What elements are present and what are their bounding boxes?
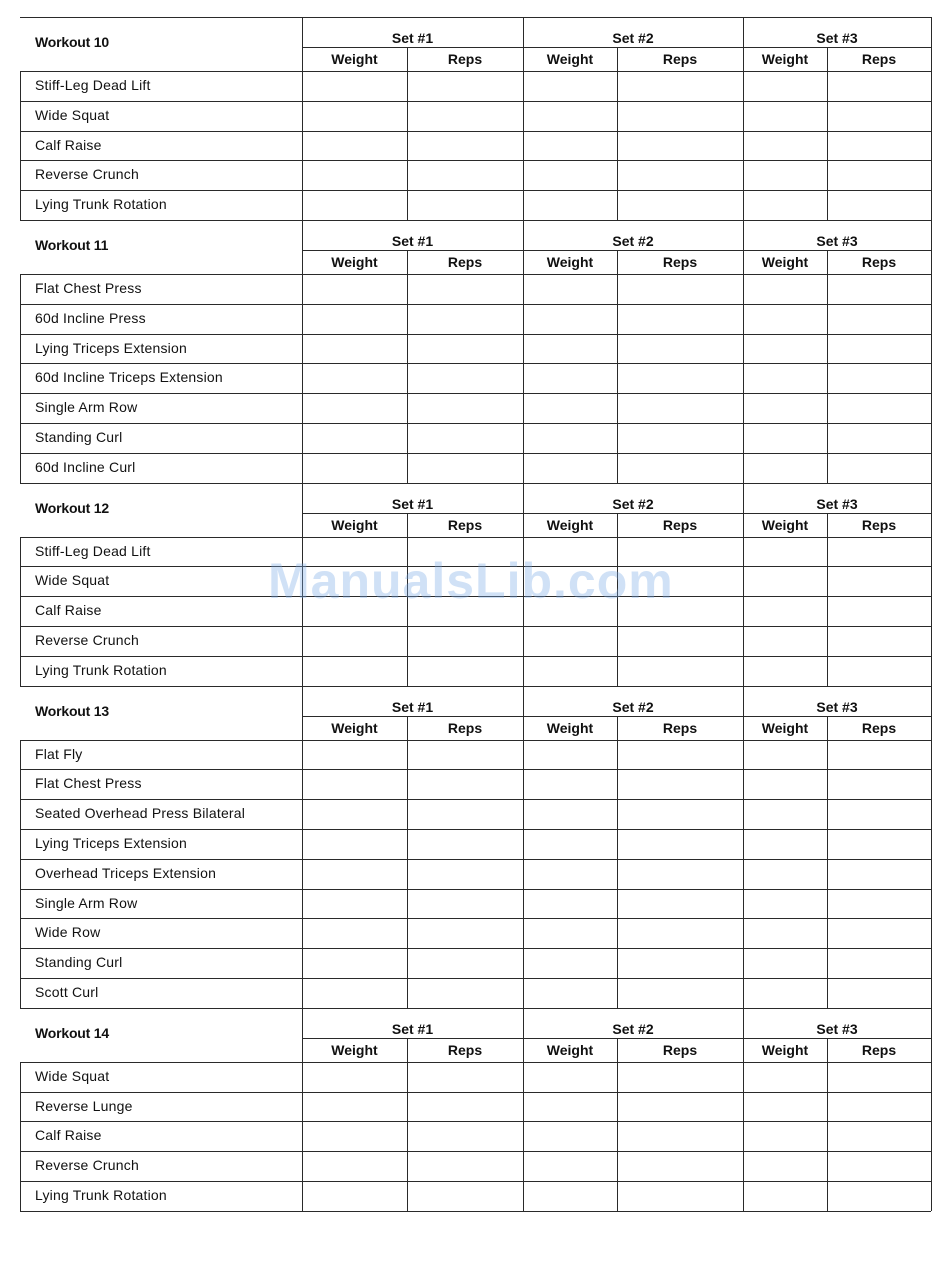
reps-entry-cell[interactable] (408, 597, 523, 626)
weight-entry-cell[interactable] (303, 335, 407, 364)
reps-entry-cell[interactable] (408, 72, 523, 101)
reps-entry-cell[interactable] (828, 567, 931, 596)
reps-entry-cell[interactable] (618, 627, 743, 656)
workout-block (20, 483, 931, 686)
reps-entry-cell[interactable] (828, 830, 931, 859)
reps-entry-cell[interactable] (618, 657, 743, 686)
weight-entry-cell[interactable] (744, 567, 827, 596)
weight-entry-cell[interactable] (744, 538, 827, 567)
weight-entry-cell[interactable] (303, 394, 407, 423)
exercise-name: Reverse Lunge (35, 1097, 133, 1114)
weight-entry-cell[interactable] (303, 627, 407, 656)
weight-column-header: Weight (546, 719, 594, 736)
reps-entry-cell[interactable] (828, 890, 931, 919)
reps-entry-cell[interactable] (408, 741, 523, 770)
weight-entry-cell[interactable] (303, 657, 407, 686)
weight-entry-cell[interactable] (524, 830, 617, 859)
exercise-name: Reverse Crunch (35, 1157, 139, 1174)
weight-entry-cell[interactable] (303, 454, 407, 483)
workout-block (20, 220, 931, 483)
left-border (20, 71, 21, 220)
column-divider (931, 17, 932, 220)
reps-entry-cell[interactable] (408, 1063, 523, 1092)
reps-entry-cell[interactable] (408, 191, 523, 220)
weight-entry-cell[interactable] (303, 102, 407, 131)
weight-entry-cell[interactable] (744, 800, 827, 829)
weight-entry-cell[interactable] (744, 275, 827, 304)
reps-entry-cell[interactable] (408, 919, 523, 948)
reps-entry-cell[interactable] (408, 424, 523, 453)
reps-entry-cell[interactable] (408, 890, 523, 919)
weight-entry-cell[interactable] (303, 890, 407, 919)
reps-column-header: Reps (662, 1041, 698, 1058)
weight-entry-cell[interactable] (303, 1182, 407, 1211)
exercise-name: Lying Triceps Extension (35, 834, 187, 851)
reps-entry-cell[interactable] (618, 741, 743, 770)
weight-column-header: Weight (546, 1041, 594, 1058)
reps-entry-cell[interactable] (828, 919, 931, 948)
weight-entry-cell[interactable] (744, 627, 827, 656)
weight-entry-cell[interactable] (744, 1093, 827, 1122)
set-header: Set #3 (816, 1020, 858, 1037)
weight-entry-cell[interactable] (524, 657, 617, 686)
reps-entry-cell[interactable] (828, 860, 931, 889)
weight-entry-cell[interactable] (303, 364, 407, 393)
reps-entry-cell[interactable] (828, 424, 931, 453)
reps-entry-cell[interactable] (618, 538, 743, 567)
exercise-name: Calf Raise (35, 136, 102, 153)
reps-entry-cell[interactable] (618, 919, 743, 948)
reps-column-header: Reps (861, 51, 897, 67)
set-header: Set #2 (612, 698, 654, 715)
weight-entry-cell[interactable] (303, 424, 407, 453)
set-header: Set #3 (816, 495, 858, 512)
weight-entry-cell[interactable] (524, 161, 617, 190)
weight-entry-cell[interactable] (524, 305, 617, 334)
weight-entry-cell[interactable] (303, 567, 407, 596)
reps-entry-cell[interactable] (828, 335, 931, 364)
weight-entry-cell[interactable] (524, 424, 617, 453)
reps-entry-cell[interactable] (618, 1122, 743, 1151)
reps-entry-cell[interactable] (828, 132, 931, 161)
reps-entry-cell[interactable] (408, 275, 523, 304)
weight-entry-cell[interactable] (303, 597, 407, 626)
weight-column-header: Weight (331, 719, 378, 736)
workout-block (20, 686, 931, 1008)
weight-entry-cell[interactable] (303, 919, 407, 948)
reps-entry-cell[interactable] (408, 102, 523, 131)
reps-entry-cell[interactable] (828, 1122, 931, 1151)
workout-title: Workout 10 (35, 34, 109, 50)
reps-entry-cell[interactable] (828, 1152, 931, 1181)
weight-entry-cell[interactable] (744, 161, 827, 190)
set-header: Set #3 (816, 698, 858, 715)
weight-entry-cell[interactable] (524, 741, 617, 770)
exercise-name: 60d Incline Curl (35, 458, 136, 475)
reps-entry-cell[interactable] (828, 275, 931, 304)
block-top-border (20, 220, 931, 221)
weight-entry-cell[interactable] (744, 394, 827, 423)
exercise-name: Wide Squat (35, 106, 110, 123)
workout-title: Workout 13 (35, 702, 109, 719)
reps-column-header: Reps (662, 254, 698, 270)
weight-column-header: Weight (331, 516, 378, 533)
weight-entry-cell[interactable] (744, 1122, 827, 1151)
block-top-border (20, 17, 931, 18)
reps-entry-cell[interactable] (408, 860, 523, 889)
set-header: Set #2 (612, 233, 654, 249)
column-divider (931, 1008, 932, 1211)
exercise-name: Wide Squat (35, 1067, 110, 1084)
reps-entry-cell[interactable] (618, 132, 743, 161)
reps-entry-cell[interactable] (618, 979, 743, 1008)
weight-entry-cell[interactable] (744, 770, 827, 799)
workout-title: Workout 12 (35, 499, 109, 516)
workout-title: Workout 11 (35, 237, 109, 253)
weight-entry-cell[interactable] (303, 538, 407, 567)
reps-entry-cell[interactable] (618, 770, 743, 799)
left-border (20, 1062, 21, 1211)
exercise-name: Calf Raise (35, 1127, 102, 1144)
reps-column-header: Reps (447, 51, 483, 67)
reps-column-header: Reps (447, 254, 483, 270)
block-top-border (20, 1008, 931, 1009)
weight-entry-cell[interactable] (744, 424, 827, 453)
weight-entry-cell[interactable] (303, 830, 407, 859)
exercise-name: Single Arm Row (35, 894, 138, 911)
reps-entry-cell[interactable] (408, 364, 523, 393)
row-border (20, 1211, 931, 1212)
weight-entry-cell[interactable] (744, 979, 827, 1008)
reps-entry-cell[interactable] (828, 72, 931, 101)
weight-entry-cell[interactable] (524, 890, 617, 919)
reps-entry-cell[interactable] (828, 657, 931, 686)
reps-entry-cell[interactable] (828, 191, 931, 220)
reps-entry-cell[interactable] (618, 454, 743, 483)
reps-entry-cell[interactable] (618, 364, 743, 393)
reps-column-header: Reps (861, 516, 897, 533)
reps-entry-cell[interactable] (408, 770, 523, 799)
exercise-name: Flat Chest Press (35, 775, 142, 792)
reps-entry-cell[interactable] (618, 161, 743, 190)
reps-entry-cell[interactable] (828, 770, 931, 799)
weight-entry-cell[interactable] (524, 919, 617, 948)
reps-entry-cell[interactable] (408, 657, 523, 686)
weight-entry-cell[interactable] (303, 979, 407, 1008)
weight-entry-cell[interactable] (524, 1063, 617, 1092)
weight-entry-cell[interactable] (303, 1152, 407, 1181)
weight-entry-cell[interactable] (524, 102, 617, 131)
reps-entry-cell[interactable] (408, 454, 523, 483)
weight-entry-cell[interactable] (303, 132, 407, 161)
weight-entry-cell[interactable] (524, 770, 617, 799)
weight-column-header: Weight (761, 1041, 809, 1058)
weight-entry-cell[interactable] (524, 1122, 617, 1151)
exercise-name: Wide Squat (35, 572, 110, 589)
exercise-name: Flat Fly (35, 745, 83, 762)
weight-entry-cell[interactable] (524, 949, 617, 978)
left-border (20, 274, 21, 483)
reps-entry-cell[interactable] (828, 102, 931, 131)
reps-column-header: Reps (447, 1041, 483, 1058)
reps-entry-cell[interactable] (618, 860, 743, 889)
reps-column-header: Reps (447, 719, 483, 736)
reps-entry-cell[interactable] (618, 567, 743, 596)
exercise-name: Reverse Crunch (35, 166, 139, 183)
exercise-name: Calf Raise (35, 602, 102, 619)
weight-entry-cell[interactable] (744, 1152, 827, 1181)
reps-entry-cell[interactable] (828, 1063, 931, 1092)
reps-entry-cell[interactable] (618, 800, 743, 829)
weight-entry-cell[interactable] (744, 1063, 827, 1092)
set-header: Set #2 (612, 30, 654, 46)
reps-entry-cell[interactable] (618, 102, 743, 131)
reps-entry-cell[interactable] (408, 627, 523, 656)
weight-entry-cell[interactable] (524, 627, 617, 656)
weight-entry-cell[interactable] (524, 860, 617, 889)
weight-entry-cell[interactable] (744, 364, 827, 393)
weight-column-header: Weight (546, 516, 594, 533)
watermark: ManualsLib.com (268, 553, 674, 609)
reps-column-header: Reps (662, 719, 698, 736)
block-top-border (20, 483, 931, 484)
weight-entry-cell[interactable] (303, 860, 407, 889)
column-divider (931, 220, 932, 483)
exercise-name: Single Arm Row (35, 399, 138, 416)
set-header: Set #3 (816, 233, 858, 249)
weight-entry-cell[interactable] (744, 919, 827, 948)
reps-entry-cell[interactable] (618, 191, 743, 220)
exercise-name: Standing Curl (35, 954, 123, 971)
weight-column-header: Weight (546, 254, 594, 270)
weight-entry-cell[interactable] (744, 890, 827, 919)
weight-entry-cell[interactable] (744, 191, 827, 220)
reps-entry-cell[interactable] (828, 454, 931, 483)
reps-entry-cell[interactable] (828, 161, 931, 190)
weight-entry-cell[interactable] (744, 454, 827, 483)
reps-entry-cell[interactable] (408, 538, 523, 567)
column-divider (931, 686, 932, 1008)
weight-entry-cell[interactable] (744, 949, 827, 978)
exercise-name: Reverse Crunch (35, 631, 139, 648)
weight-entry-cell[interactable] (744, 657, 827, 686)
reps-entry-cell[interactable] (618, 890, 743, 919)
reps-entry-cell[interactable] (618, 597, 743, 626)
reps-entry-cell[interactable] (408, 1152, 523, 1181)
weight-entry-cell[interactable] (744, 597, 827, 626)
weight-column-header: Weight (761, 719, 809, 736)
reps-entry-cell[interactable] (408, 1122, 523, 1151)
weight-entry-cell[interactable] (303, 949, 407, 978)
weight-entry-cell[interactable] (744, 102, 827, 131)
weight-entry-cell[interactable] (524, 597, 617, 626)
set-header: Set #1 (391, 30, 434, 46)
weight-column-header: Weight (761, 51, 809, 67)
weight-entry-cell[interactable] (524, 1182, 617, 1211)
reps-entry-cell[interactable] (618, 1182, 743, 1211)
reps-entry-cell[interactable] (408, 800, 523, 829)
exercise-name: Stiff-Leg Dead Lift (35, 77, 151, 93)
set-header: Set #2 (612, 495, 654, 512)
block-top-border (20, 686, 931, 687)
exercise-name: 60d Incline Triceps Extension (35, 369, 223, 386)
weight-entry-cell[interactable] (303, 305, 407, 334)
weight-entry-cell[interactable] (524, 800, 617, 829)
weight-entry-cell[interactable] (303, 770, 407, 799)
weight-entry-cell[interactable] (744, 830, 827, 859)
left-border (20, 740, 21, 1008)
reps-entry-cell[interactable] (618, 424, 743, 453)
exercise-name: Lying Trunk Rotation (35, 1186, 167, 1203)
weight-entry-cell[interactable] (303, 1063, 407, 1092)
reps-entry-cell[interactable] (618, 830, 743, 859)
exercise-name: Standing Curl (35, 429, 123, 445)
weight-entry-cell[interactable] (524, 394, 617, 423)
weight-entry-cell[interactable] (303, 275, 407, 304)
reps-entry-cell[interactable] (408, 161, 523, 190)
reps-entry-cell[interactable] (408, 949, 523, 978)
weight-entry-cell[interactable] (744, 132, 827, 161)
set-header: Set #2 (612, 1020, 654, 1037)
reps-entry-cell[interactable] (618, 72, 743, 101)
reps-entry-cell[interactable] (618, 305, 743, 334)
exercise-name: Stiff-Leg Dead Lift (35, 542, 151, 559)
workout-title: Workout 14 (35, 1024, 109, 1041)
exercise-name: Seated Overhead Press Bilateral (35, 805, 246, 822)
set-header: Set #1 (391, 495, 434, 512)
weight-column-header: Weight (546, 51, 594, 67)
exercise-name: Scott Curl (35, 983, 99, 1000)
reps-entry-cell[interactable] (618, 275, 743, 304)
weight-entry-cell[interactable] (744, 860, 827, 889)
set-header: Set #1 (391, 1020, 434, 1037)
reps-entry-cell[interactable] (828, 538, 931, 567)
reps-entry-cell[interactable] (618, 1063, 743, 1092)
exercise-name: Lying Triceps Extension (35, 339, 187, 356)
reps-column-header: Reps (861, 1041, 897, 1058)
reps-entry-cell[interactable] (408, 1093, 523, 1122)
reps-entry-cell[interactable] (408, 830, 523, 859)
reps-entry-cell[interactable] (618, 949, 743, 978)
set-header: Set #1 (391, 698, 434, 715)
weight-entry-cell[interactable] (524, 1152, 617, 1181)
reps-entry-cell[interactable] (408, 132, 523, 161)
set-header: Set #3 (816, 30, 858, 46)
reps-column-header: Reps (861, 254, 897, 270)
weight-column-header: Weight (761, 516, 809, 533)
reps-entry-cell[interactable] (828, 364, 931, 393)
set-header: Set #1 (391, 233, 434, 249)
exercise-name: 60d Incline Press (35, 309, 146, 326)
reps-column-header: Reps (662, 51, 698, 67)
weight-entry-cell[interactable] (303, 1122, 407, 1151)
weight-entry-cell[interactable] (524, 275, 617, 304)
weight-entry-cell[interactable] (524, 538, 617, 567)
reps-entry-cell[interactable] (618, 1152, 743, 1181)
reps-entry-cell[interactable] (828, 741, 931, 770)
reps-entry-cell[interactable] (828, 305, 931, 334)
reps-column-header: Reps (447, 516, 483, 533)
weight-entry-cell[interactable] (303, 1093, 407, 1122)
reps-column-header: Reps (861, 719, 897, 736)
weight-entry-cell[interactable] (524, 364, 617, 393)
reps-entry-cell[interactable] (408, 305, 523, 334)
reps-entry-cell[interactable] (408, 979, 523, 1008)
weight-entry-cell[interactable] (744, 741, 827, 770)
reps-entry-cell[interactable] (828, 1182, 931, 1211)
weight-entry-cell[interactable] (524, 1093, 617, 1122)
weight-entry-cell[interactable] (524, 335, 617, 364)
reps-entry-cell[interactable] (618, 1093, 743, 1122)
workout-block (20, 1008, 931, 1211)
weight-entry-cell[interactable] (303, 191, 407, 220)
weight-entry-cell[interactable] (524, 979, 617, 1008)
reps-entry-cell[interactable] (828, 394, 931, 423)
weight-entry-cell[interactable] (744, 1182, 827, 1211)
weight-entry-cell[interactable] (524, 191, 617, 220)
weight-entry-cell[interactable] (303, 72, 407, 101)
left-border (20, 537, 21, 686)
reps-entry-cell[interactable] (618, 394, 743, 423)
exercise-name: Lying Trunk Rotation (35, 196, 167, 213)
weight-column-header: Weight (331, 1041, 378, 1058)
reps-entry-cell[interactable] (408, 335, 523, 364)
weight-entry-cell[interactable] (303, 161, 407, 190)
weight-entry-cell[interactable] (524, 454, 617, 483)
weight-entry-cell[interactable] (744, 72, 827, 101)
weight-entry-cell[interactable] (303, 800, 407, 829)
exercise-name: Overhead Triceps Extension (35, 864, 217, 881)
reps-entry-cell[interactable] (408, 1182, 523, 1211)
reps-entry-cell[interactable] (828, 597, 931, 626)
exercise-name: Lying Trunk Rotation (35, 661, 167, 678)
reps-entry-cell[interactable] (828, 1093, 931, 1122)
reps-entry-cell[interactable] (828, 800, 931, 829)
reps-column-header: Reps (662, 516, 698, 533)
weight-entry-cell[interactable] (524, 567, 617, 596)
weight-entry-cell[interactable] (524, 72, 617, 101)
reps-entry-cell[interactable] (828, 979, 931, 1008)
weight-entry-cell[interactable] (744, 335, 827, 364)
reps-entry-cell[interactable] (408, 567, 523, 596)
exercise-name: Flat Chest Press (35, 280, 142, 296)
weight-entry-cell[interactable] (303, 741, 407, 770)
exercise-name: Wide Row (35, 924, 101, 941)
reps-entry-cell[interactable] (828, 627, 931, 656)
reps-entry-cell[interactable] (408, 394, 523, 423)
column-divider (931, 483, 932, 686)
weight-entry-cell[interactable] (744, 305, 827, 334)
reps-entry-cell[interactable] (618, 335, 743, 364)
weight-column-header: Weight (331, 254, 378, 270)
weight-column-header: Weight (761, 254, 809, 270)
reps-entry-cell[interactable] (828, 949, 931, 978)
workout-block (20, 17, 931, 220)
weight-entry-cell[interactable] (524, 132, 617, 161)
weight-column-header: Weight (331, 51, 378, 67)
